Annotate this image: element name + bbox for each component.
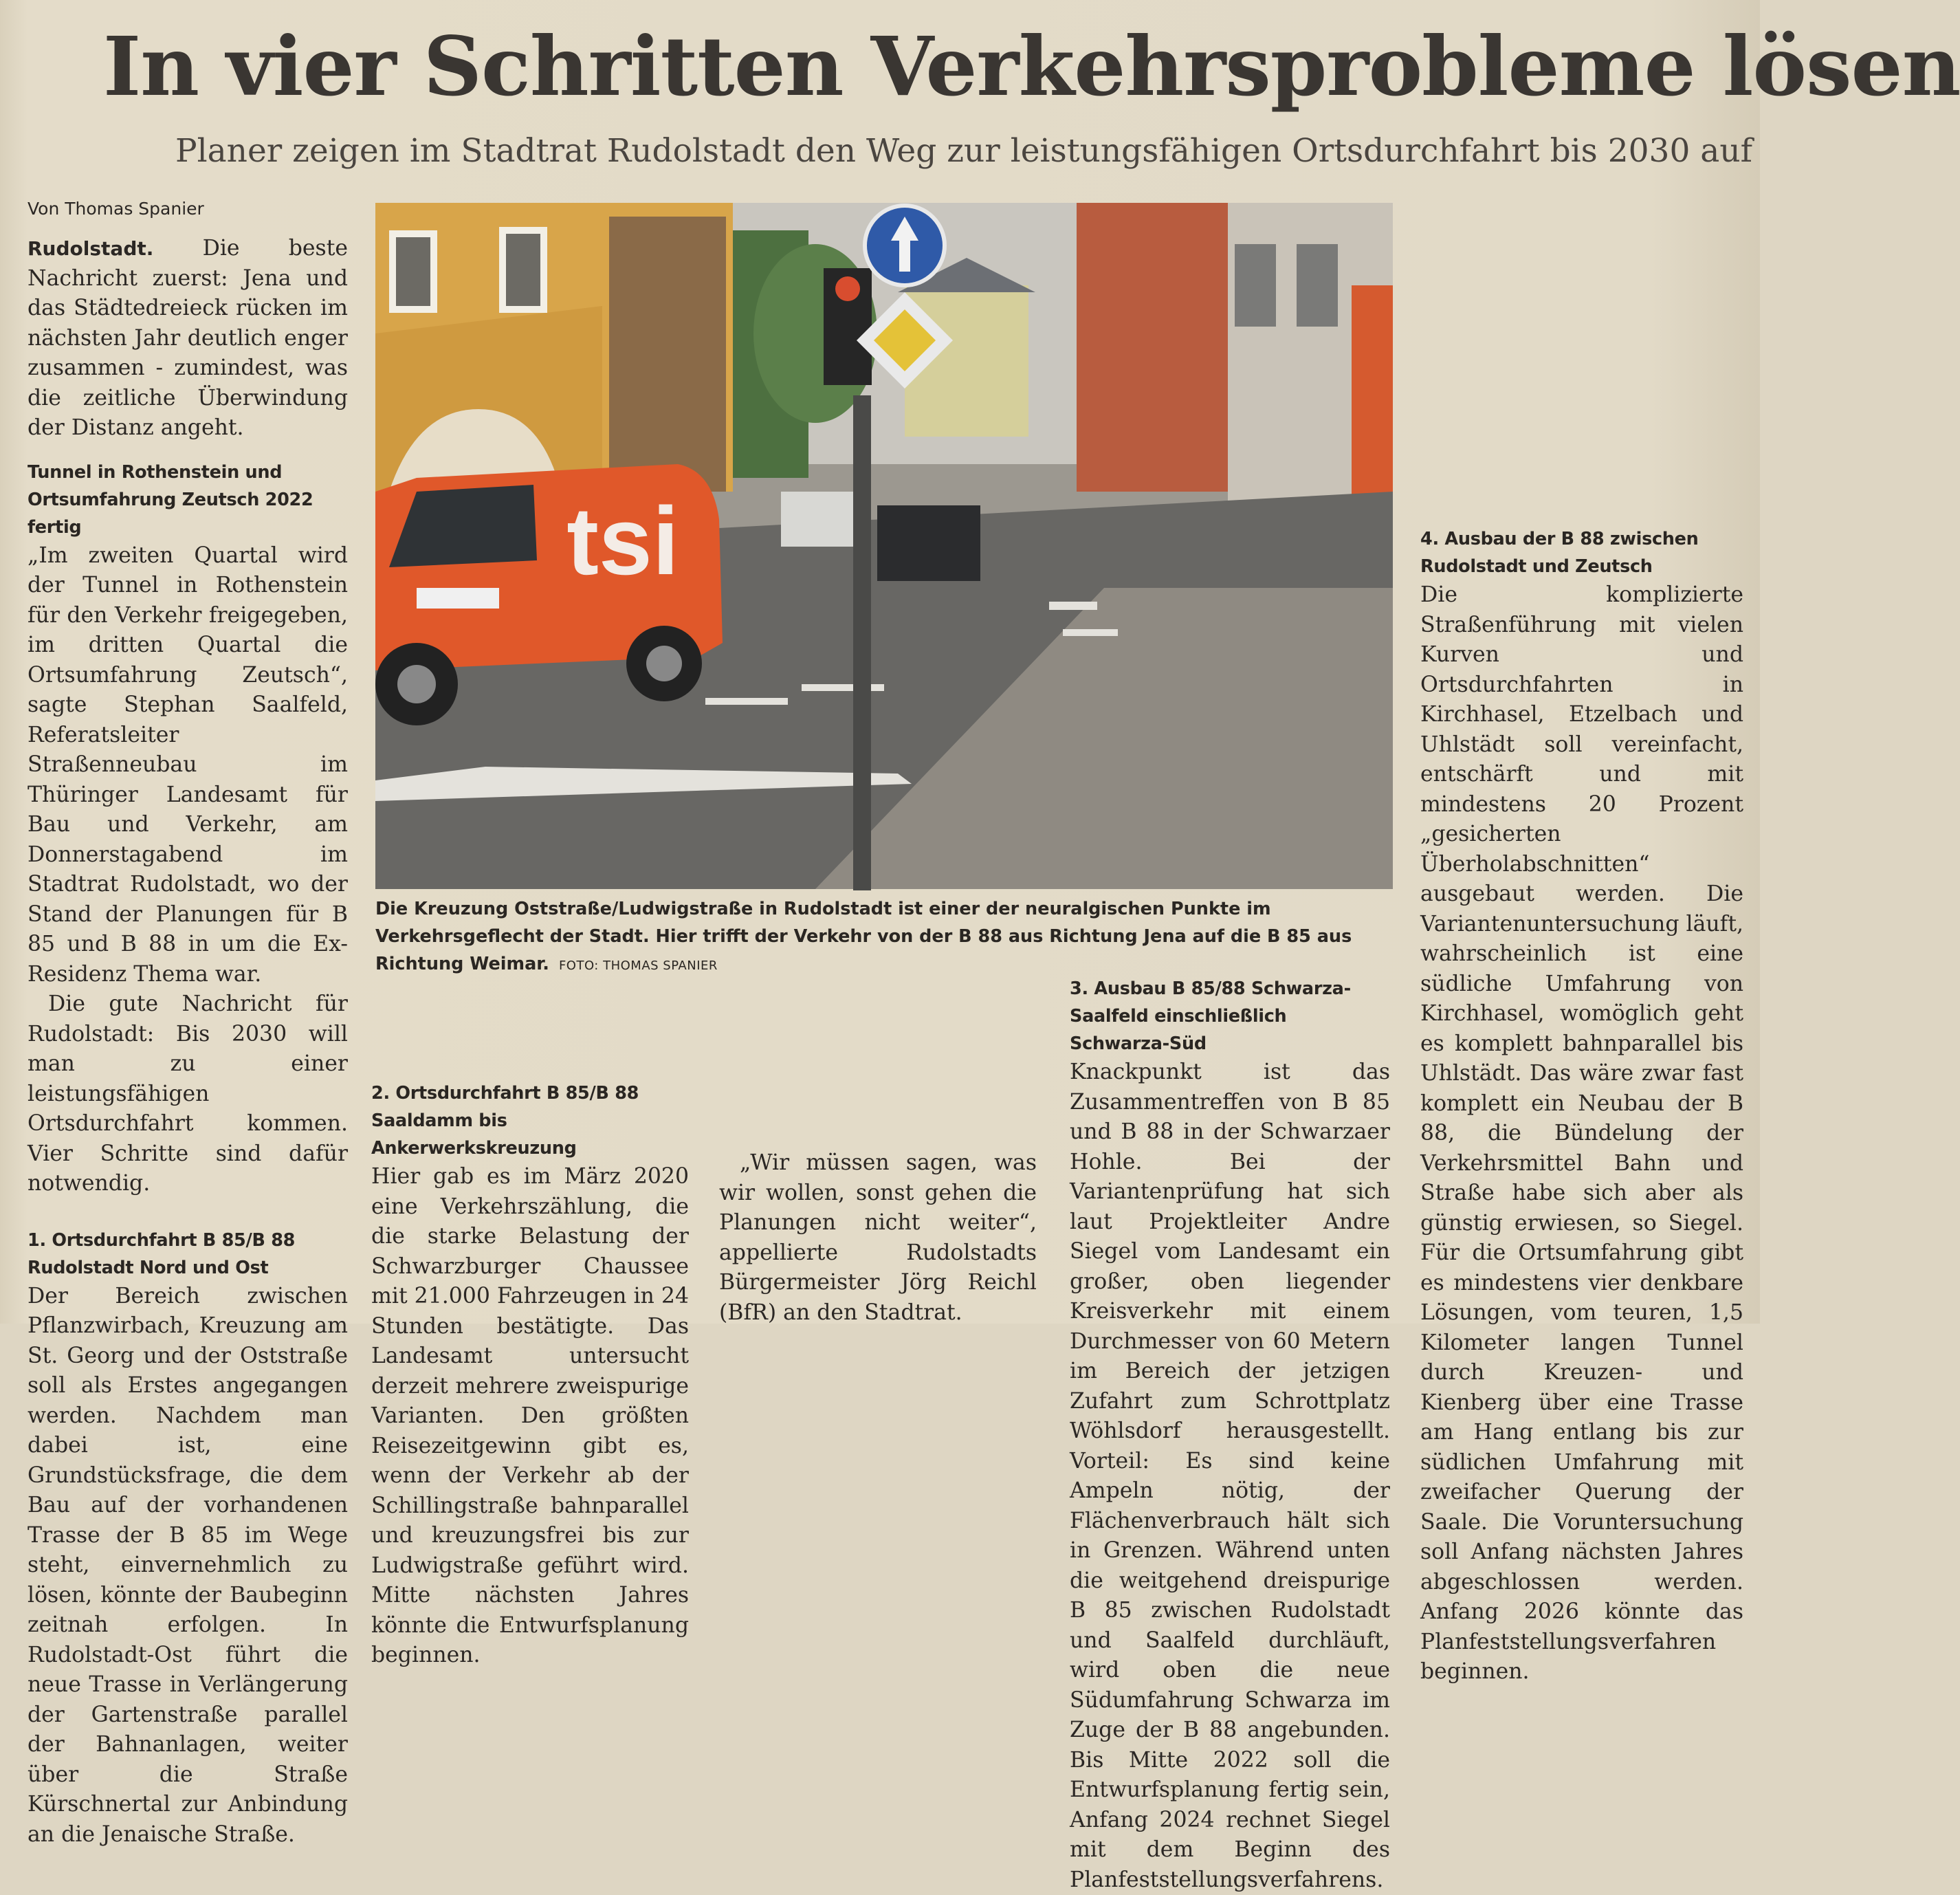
street-photo <box>375 203 1393 889</box>
subhead-step-2: 2. Ortsdurchfahrt B 85/B 88 Saaldamm bis Ankerwerkskreuzung <box>371 1083 639 1159</box>
paragraph-step-1-cont <box>371 975 689 1064</box>
dateline: Rudolstadt. <box>27 237 154 260</box>
paragraph-gute-nachricht: Die gute Nachricht für Rudolstadt: Bis 2030 will man zu einer leistungsfähigen Ortsdurchfahrt kommen. Vier Schritte sind dafür notwendig. <box>27 992 348 1196</box>
bleed-through-text <box>0 28 96 179</box>
van-logo-text: tsi <box>566 487 679 595</box>
paragraph-step-2-cont <box>719 975 1037 1148</box>
subhead-step-3: 3. Ausbau B 85/88 Schwarza-Saalfeld einschließlich Schwarza-Süd <box>1070 978 1351 1054</box>
street-scene-illustration <box>375 203 1393 889</box>
caption-text: Die Kreuzung Oststraße/Ludwigstraße in Rudolstadt ist einer der neuralgischen Punkte im Verkehrsgeflecht der Stadt. Hier trifft der Verkehr von der B 88 aus Richtung Jena auf die B 85 aus Richtung Weimar. <box>375 899 1352 974</box>
paragraph-quote: „Wir müssen sagen, was wir wollen, sonst gehen die Planungen nicht weiter“, appellierte Rudolstadts Bürgermeister Jörg Reichl (BfR) an den Stadtrat. <box>719 1150 1037 1325</box>
paragraph-step-1: Der Bereich zwischen Pflanzwirbach, Kreuzung am St. Georg und der Oststraße soll als Erstes angegangen werden. Nachdem man dabei ist, eine Grundstücksfrage, die dem Bau auf der vorhandenen Trasse der B 85 im Wege steht, einvernehmlich zu lösen, könnte der Baubeginn zeitnah erfolgen. In Rudolstadt-Ost führt die neue Trasse in Verlängerung der Gartenstraße parallel der Bahnanlagen, weiter über die Straße Kürschnertal zur Anbindung an die Jenaische Straße. <box>27 1283 348 1847</box>
subheadline: Planer zeigen im Stadtrat Rudolstadt den Weg zur leistungsfähigen Ortsdurchfahrt bis 2030 auf <box>175 132 1752 170</box>
subhead-step-4: 4. Ausbau der B 88 zwischen Rudolstadt und Zeutsch <box>1420 529 1699 577</box>
headline: In vier Schritten Verkehrsprobleme lösen <box>103 19 1960 114</box>
paragraph-step-3: Knackpunkt ist das Zusammentreffen von B 85 und B 88 in der Schwarzaer Hohle. Bei der Variantenprüfung hat sich laut Projektleiter Andre Siegel vom Landesamt ein großer, oben liegender Kreisverkehr mit einem Durchmesser von 60 Metern im Bereich der jetzigen Zufahrt zum Schrottplatz Wöhlsdorf herausgestellt. Vorteil: Es sind keine Ampeln nötig, der Flächenverbrauch hält sich in Grenzen. Während unten die weitgehend dreispurige B 85 zwischen Rudolstadt und Saalfeld durchläuft, wird oben die neue Südumfahrung Schwarza im Zuge der B 88 angebunden. Bis Mitte 2022 soll die Entwurfsplanung fertig sein, Anfang 2024 rechnet Siegel mit dem Beginn des Planfeststellungsverfahrens. <box>1070 1060 1390 1892</box>
column-2 <box>371 975 689 1667</box>
paragraph-step-3-cont <box>1420 199 1743 510</box>
photo-credit: FOTO: THOMAS SPANIER <box>558 959 718 973</box>
column-4 <box>1070 975 1390 1892</box>
subhead-step-1: 1. Ortsdurchfahrt B 85/B 88 Rudolstadt Nord und Ost <box>27 1229 296 1278</box>
paragraph-step-2: Hier gab es im März 2020 eine Verkehrszählung, die die starke Belastung der Schwarzburger Chaussee mit 21.000 Fahrzeugen in 24 Stunden bestätigte. Das Landesamt untersucht derzeit mehrere zweispurige Varianten. Den größten Reisezeitgewinn gibt es, wenn der Verkehr ab der Schillingstraße bahnparallel und kreuzungsfrei bis zur Ludwigstraße geführt wird. Mitte nächsten Jahres könnte die Entwurfsplanung beginnen. <box>371 1164 689 1667</box>
paragraph-tunnel: „Im zweiten Quartal wird der Tunnel in Rothenstein für den Verkehr freigegeben, im dritten Quartal die Ortsumfahrung Zeutsch“, sagte Stephan Saalfeld, Referatsleiter Straßenneubau im Thüringer Landesamt für Bau und Verkehr, am Donnerstagabend im Stadtrat Rudolstadt, wo der Stand der Planungen für B 85 und B 88 in um die Ex-Residenz Thema war. <box>27 543 348 987</box>
paragraph-step-4: Die komplizierte Straßenführung mit vielen Kurven und Ortsdurchfahrten in Kirchhasel, Etzelbach und Uhlstädt soll vereinfacht, entschärft und mit mindestens 20 Prozent „gesicherten Überholabschnitten“ ausgebaut werden. Die Variantenuntersuchung läuft, wahrscheinlich ist eine südliche Umfahrung von Kirchhasel, womöglich geht es komplett bahnparallel bis Uhlstädt. Das wäre zwar fast komplett ein Neubau der B 88, die Bündelung der Verkehrsmittel Bahn und Straße habe sich aber als günstig erwiesen, so Siegel. Für die Ortsumfahrung gibt es mindestens vier denkbare Lösungen, vom teuren, 1,5 Kilometer langen Tunnel durch Kreuzen- und Kienberg über eine Trasse am Hang entlang bis zur südlichen Umfahrung mit zweifacher Querung der Saale. Die Voruntersuchung soll Anfang nächsten Jahres abgeschlossen werden. Anfang 2026 könnte das Planfeststellungsverfahren beginnen. <box>1420 582 1743 1684</box>
column-5 <box>1420 199 1743 1687</box>
lead-paragraph: Rudolstadt. Die beste Nachricht zuerst: Jena und das Städtedreieck rücken im nächsten Jahr deutlich enger zusammen - zumindest, was die zeitliche Überwindung der Distanz angeht. <box>27 236 348 440</box>
subhead-tunnel: Tunnel in Rothenstein und Ortsumfahrung Zeutsch 2022 fertig <box>27 461 313 538</box>
column-1 <box>27 195 348 1847</box>
photo-caption <box>375 895 1393 980</box>
column-3 <box>719 975 1037 1328</box>
byline: Von Thomas Spanier <box>27 199 204 219</box>
